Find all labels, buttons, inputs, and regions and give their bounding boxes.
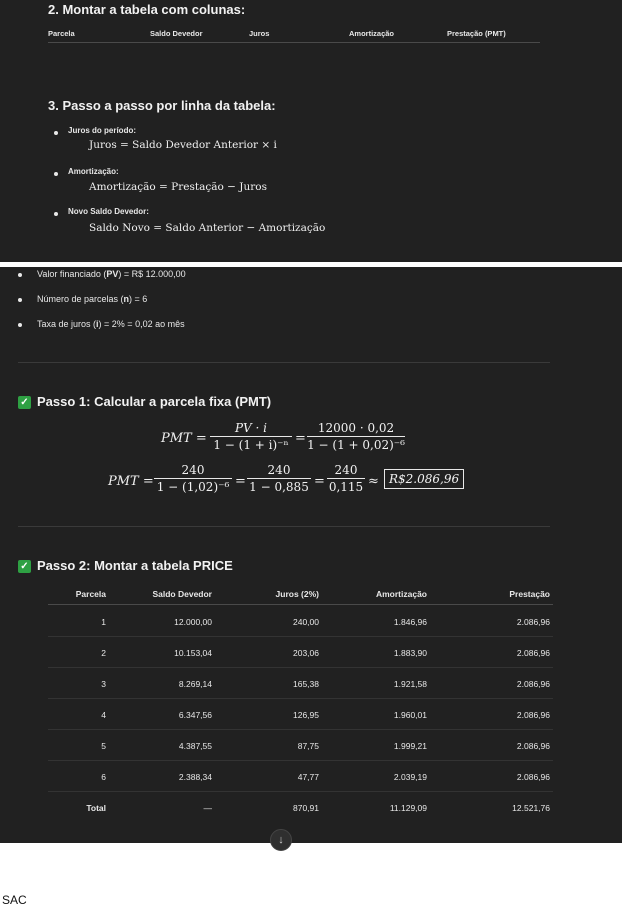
table-header-cell: Prestação	[509, 589, 550, 599]
table-cell: 126,95	[293, 710, 319, 720]
chat-panel-top	[0, 0, 622, 262]
table-cell: 87,75	[297, 741, 319, 751]
equals-sign: =	[314, 474, 325, 489]
fraction-numerator: 12000 · 0,02	[317, 421, 395, 435]
fraction	[210, 421, 292, 452]
input-pv-symbol: PV	[106, 269, 119, 279]
fraction-numerator: PV · i	[234, 421, 268, 435]
fraction	[154, 463, 232, 494]
bullet-icon	[54, 172, 58, 176]
fraction	[247, 463, 311, 494]
table-cell: 1.846,96	[393, 617, 427, 627]
col-saldo-devedor: Saldo Devedor	[150, 29, 203, 38]
table-cell: 2.086,96	[516, 772, 550, 782]
table-cell: 11.129,09	[389, 803, 427, 813]
table-cell: Total	[86, 803, 106, 813]
fraction-numerator: 240	[334, 463, 358, 477]
bullet-icon	[18, 323, 22, 327]
bullet-icon	[54, 131, 58, 135]
fraction	[327, 463, 365, 494]
table-cell: 2.388,34	[178, 772, 212, 782]
input-i-text: Taxa de juros (	[37, 319, 97, 329]
input-n	[37, 294, 147, 304]
table-cell: 12.000,00	[174, 617, 212, 627]
equals-sign: =	[235, 474, 246, 489]
input-i-value: ) = 2% = 0,02 ao mês	[98, 319, 185, 329]
input-i	[37, 319, 185, 329]
check-icon: ✓	[18, 396, 31, 409]
formula-juros: Juros = Saldo Devedor Anterior × i	[89, 139, 277, 151]
bullet-icon	[18, 298, 22, 302]
input-n-text: Número de parcelas (	[37, 294, 124, 304]
passo1-title: Passo 1: Calcular a parcela fixa (PMT)	[37, 394, 272, 409]
table-cell: 5	[101, 741, 106, 751]
chat-panel-bottom	[0, 267, 622, 843]
table-cell: 12.521,76	[512, 803, 550, 813]
col-prestacao: Prestação (PMT)	[447, 29, 506, 38]
table-cell: 2.086,96	[516, 679, 550, 689]
table-cell: 240,00	[293, 617, 319, 627]
table-cell: 3	[101, 679, 106, 689]
item-label-amortizacao: Amortização:	[68, 167, 119, 176]
pmt-lhs: PMT =	[161, 431, 207, 446]
fraction-denominator: 1 − (1,02)⁻⁶	[156, 480, 230, 494]
equals-sign: =	[295, 431, 306, 446]
table-header-cell: Juros (2%)	[275, 589, 319, 599]
fraction	[307, 421, 405, 452]
formula-novo-saldo: Saldo Novo = Saldo Anterior − Amortização	[89, 222, 326, 234]
table-header-cell: Amortização	[375, 589, 427, 599]
arrow-down-icon: ↓	[278, 834, 284, 846]
divider	[48, 42, 540, 43]
fraction-denominator: 1 − (1 + 0,02)⁻⁶	[307, 438, 405, 452]
table-cell: 10.153,04	[174, 648, 212, 658]
fraction-numerator: 240	[181, 463, 205, 477]
table-cell: 6	[101, 772, 106, 782]
divider	[18, 526, 550, 527]
table-row-divider	[48, 636, 553, 637]
fraction-numerator: 240	[267, 463, 291, 477]
table-cell: 4.387,55	[178, 741, 212, 751]
table-cell: 1.999,21	[393, 741, 427, 751]
passo2-title: Passo 2: Montar a tabela PRICE	[37, 558, 233, 573]
col-juros: Juros	[249, 29, 270, 38]
table-cell: 2.086,96	[516, 741, 550, 751]
pmt-result-box: R$2.086,96	[384, 469, 464, 489]
col-amortizacao: Amortização	[349, 29, 395, 38]
footer-text: SAC	[2, 893, 27, 907]
table-row-divider	[48, 698, 553, 699]
section2-title: 2. Montar a tabela com colunas:	[48, 2, 246, 17]
input-i-symbol: i	[96, 319, 99, 329]
table-cell: 165,38	[293, 679, 319, 689]
formula-amortizacao: Amortização = Prestação − Juros	[89, 181, 267, 193]
fraction-denominator: 1 − 0,885	[249, 480, 309, 494]
table-row-divider	[48, 667, 553, 668]
table-header-divider	[48, 604, 553, 605]
section3-title: 3. Passo a passo por linha da tabela:	[48, 98, 276, 113]
input-pv-text: Valor financiado (	[37, 269, 107, 279]
col-parcela: Parcela	[48, 29, 75, 38]
table-cell: 6.347,56	[178, 710, 212, 720]
table-cell: 2.039,19	[393, 772, 427, 782]
table-row-divider	[48, 729, 553, 730]
table-cell: 2	[101, 648, 106, 658]
table-cell: 1.921,58	[393, 679, 427, 689]
table-cell: 47,77	[297, 772, 319, 782]
input-pv	[37, 269, 186, 279]
input-pv-value: ) = R$ 12.000,00	[118, 269, 186, 279]
item-label-novo-saldo: Novo Saldo Devedor:	[68, 207, 149, 216]
pmt-lhs: PMT =	[108, 474, 154, 489]
table-cell: 2.086,96	[516, 648, 550, 658]
table-header-cell: Parcela	[75, 589, 106, 599]
table-cell: 1.960,01	[393, 710, 427, 720]
bullet-icon	[54, 212, 58, 216]
table-cell: 203,06	[293, 648, 319, 658]
table-cell: 2.086,96	[516, 617, 550, 627]
table-cell: 2.086,96	[516, 710, 550, 720]
table-cell: —	[203, 803, 212, 813]
fraction-denominator: 1 − (1 + i)⁻ⁿ	[213, 438, 289, 452]
table-cell: 1.883,90	[393, 648, 427, 658]
table-row-divider	[48, 760, 553, 761]
check-icon: ✓	[18, 560, 31, 573]
table-row-divider	[48, 791, 553, 792]
input-n-symbol: n	[123, 294, 130, 304]
table-cell: 8.269,14	[178, 679, 212, 689]
scroll-down-button[interactable]	[270, 829, 292, 851]
fraction-denominator: 0,115	[328, 480, 364, 494]
bullet-icon	[18, 273, 22, 277]
divider	[18, 362, 550, 363]
table-cell: 870,91	[293, 803, 319, 813]
input-n-value: ) = 6	[129, 294, 148, 304]
table-cell: 4	[101, 710, 106, 720]
table-header-cell: Saldo Devedor	[152, 589, 212, 599]
table-cell: 1	[101, 617, 106, 627]
item-label-juros: Juros do período:	[68, 126, 136, 135]
approx-sign: ≈	[368, 474, 379, 489]
